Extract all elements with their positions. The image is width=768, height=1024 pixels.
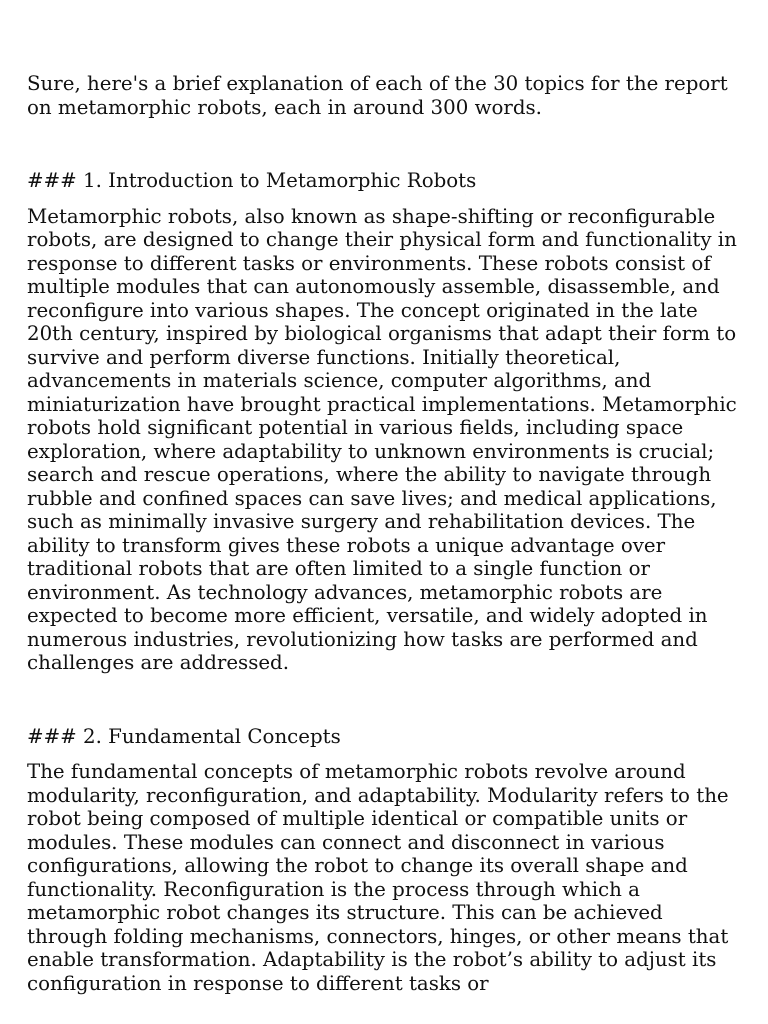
section-heading-1: ### 1. Introduction to Metamorphic Robots [27,169,477,192]
section-heading-2: ### 2. Fundamental Concepts [27,724,341,748]
section-body-1: Metamorphic robots, also known as shape-shifting or reconfigurable robots, are designed to change their physical form and functionality in response to different tasks or environments. These robots consist of multiple modules that can autonomously assemble, disassemble, and reconfigure into various shapes. The concept originated in the late 20th century, inspired by biological organisms that adapt their form to survive and perform diverse functions. Initially theoretical, advancements in materials science, computer algorithms, and miniaturization have brought practical implementations. Metamorphic robots hold significant potential in various fields, including space exploration, where adaptability to unknown environments is crucial; search and rescue operations, where the ability to navigate through rubble and confined spaces can save lives; and medical applications, such as minimally invasive surgery and rehabilitation devices. The ability to transform gives these robots a unique advantage over traditional robots that are often limited to a single function or environment. As technology advances, metamorphic robots are expected to become more efficient, versatile, and widely adopted in numerous industries, revolutionizing how tasks are performed and challenges are addressed. [27,204,737,674]
section-body-2: The fundamental concepts of metamorphic robots revolve around modularity, reconfiguration, and adaptability. Modularity refers to the robot being composed of multiple identical or compatible units or modules. These modules can connect and disconnect in various configurations, allowing the robot to change its overall shape and functionality. Reconfiguration is the process through which a metamorphic robot changes its structure. This can be achieved through folding mechanisms, connectors, hinges, or other means that enable transformation. Adaptability is the robot’s ability to adjust its configuration in response to different tasks or [27,760,729,995]
intro-paragraph: Sure, here's a brief explanation of each of the 30 topics for the report on metamorphic robots, each in around 300 words. [27,72,728,119]
